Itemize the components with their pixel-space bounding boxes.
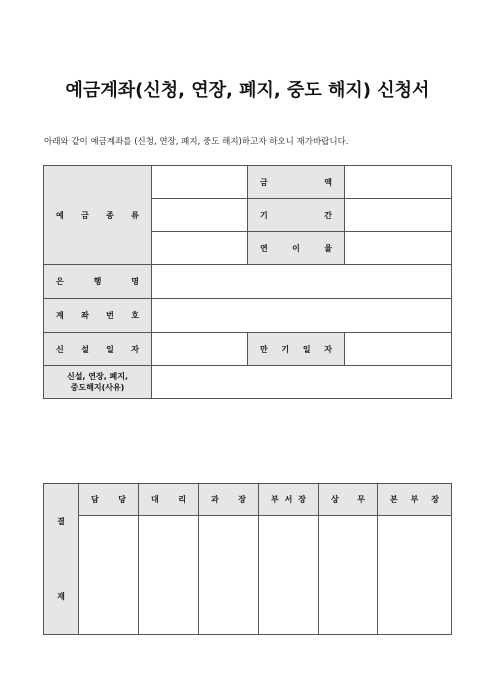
deposit-type-field-1[interactable] (152, 166, 248, 199)
label-char: 종 (106, 210, 114, 220)
approver-header-division-head (378, 484, 452, 516)
page-title: 예금계좌(신청, 연장, 폐지, 중도 해지) 신청서 (65, 80, 430, 101)
amount-field[interactable] (345, 166, 452, 199)
label-char: 일 (302, 344, 311, 354)
interest-rate-field[interactable] (345, 232, 452, 265)
label-char: 기 (260, 210, 268, 220)
intro-text: 아래와 같이 예금계좌를 (신청, 연장, 폐지, 중도 해지)하고자 하오니 재가바랍니다. (44, 137, 349, 147)
signature-box-division-head[interactable] (378, 516, 452, 635)
label-char: 장 (238, 495, 246, 505)
label-char: 장 (298, 495, 306, 505)
label-char: 담 (91, 495, 99, 505)
label-char: 일 (106, 344, 114, 354)
bank-name-label (44, 265, 152, 299)
maturity-date-field[interactable] (345, 333, 452, 366)
label-char: 류 (131, 210, 139, 220)
label-char: 계 (56, 311, 64, 320)
label-char: 무 (357, 495, 365, 505)
label-char: 기 (281, 344, 290, 354)
reason-label-line1: 신설, 연장, 폐지, (66, 372, 129, 381)
label-char: 설 (81, 344, 89, 354)
label-char: 율 (324, 243, 332, 253)
deposit-type-label (44, 166, 152, 265)
period-label (248, 199, 345, 232)
label-char: 대 (151, 495, 159, 505)
signature-box-department-head[interactable] (259, 516, 319, 635)
maturity-date-label (248, 333, 345, 366)
signature-box-managing-director[interactable] (319, 516, 378, 635)
label-char: 부 (271, 495, 279, 505)
label-char: 예 (56, 210, 64, 220)
label-char: 리 (178, 495, 186, 505)
interest-rate-label (248, 232, 345, 265)
period-field[interactable] (345, 199, 452, 232)
approver-header-managing-director (319, 484, 378, 516)
open-date-label (44, 333, 152, 366)
reason-label (44, 366, 152, 399)
approval-label-char-2: 재 (57, 592, 65, 601)
label-char: 번 (106, 311, 114, 320)
label-char: 과 (211, 495, 219, 505)
approver-header-department-head (259, 484, 319, 516)
approver-header-section-chief (199, 484, 259, 516)
approval-label (44, 484, 79, 635)
label-char: 금 (81, 210, 89, 220)
deposit-type-field-3[interactable] (152, 232, 248, 265)
account-number-field[interactable] (152, 299, 452, 333)
bank-name-field[interactable] (152, 265, 452, 299)
approver-header-assistant-manager (139, 484, 199, 516)
signature-box-staff[interactable] (79, 516, 139, 635)
label-char: 신 (56, 344, 64, 354)
reason-label-line2: 중도해지(사유) (70, 383, 125, 392)
label-char: 부 (410, 495, 419, 505)
label-char: 본 (390, 495, 398, 505)
label-char: 행 (93, 277, 102, 286)
amount-label (248, 166, 345, 199)
label-char: 금 (260, 177, 268, 187)
label-char: 당 (118, 495, 126, 505)
account-number-label (44, 299, 152, 333)
label-char: 서 (284, 495, 293, 505)
approval-label-char-1: 결 (57, 517, 65, 526)
deposit-type-field-2[interactable] (152, 199, 248, 232)
label-char: 장 (431, 495, 439, 505)
label-char: 연 (260, 243, 268, 253)
label-char: 은 (56, 277, 64, 286)
reason-field[interactable] (152, 366, 452, 399)
label-char: 이 (292, 243, 300, 253)
deposit-type-text (44, 210, 151, 221)
signature-box-section-chief[interactable] (199, 516, 259, 635)
label-char: 자 (131, 344, 139, 354)
label-char: 상 (331, 495, 339, 505)
open-date-field[interactable] (152, 333, 248, 366)
label-char: 간 (324, 210, 332, 220)
approval-table (43, 483, 452, 635)
label-char: 명 (131, 277, 139, 286)
label-char: 호 (131, 311, 139, 320)
label-char: 자 (324, 344, 332, 354)
label-char: 좌 (81, 311, 89, 320)
label-char: 만 (260, 344, 268, 354)
label-char: 액 (324, 177, 332, 187)
signature-box-assistant-manager[interactable] (139, 516, 199, 635)
application-form-table (43, 165, 452, 399)
approver-header-staff (79, 484, 139, 516)
